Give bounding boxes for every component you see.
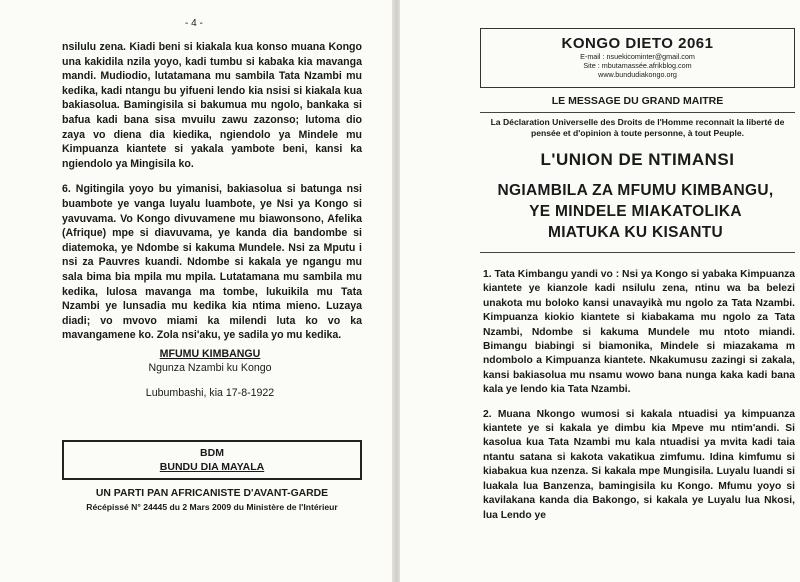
divider (480, 112, 795, 113)
bdm-box-line1: BDM (200, 447, 224, 459)
bdm-box-line2: BUNDU DIA MAYALA (159, 461, 265, 473)
header-web: www.bundudiakongo.org (598, 70, 677, 79)
left-paragraph: 6. Ngitingila yoyo bu yimanisi, bakiasolua si batunga nsi buambote ye vanga luyalu luambote, ye Nsi ya Kongo si yavuvama. Vo Kongo divuvamene mu biawonsono, Afelika (Afrique) mpe si diavuvama, ye kanda dia bandombe si diatemoka, ye Ndombe si kakuma Mundele. Nsi za Mputu i nsi za Pauvres kuandi. Ndombe si kakala ye ngangu mu sala bima bia mpila mu mpila. Lutatamana mu sambila mu kedika, lulosa mavanga ma tombe, lukuikila mu Tata Nzambi ye lunsadia mu kedika kia ntima mieno. Luzaya diadi; vo mvovo miami ka milendi luta ko vo ka mavangamene ko. Zola nsi'aku, ye sadila yo mu kedika. (62, 183, 362, 342)
right-paragraph: 1. Tata Kimbangu yandi vo : Nsi ya Kongo si yabaka Kimpuanza kiantete ye kianzole kadi nsilulu zena, ntinu wa ba belezi unakota mu boloko kansi unavayikà mu ngolo za Tata Nzambi. Kimpuanza kiokio kiantete si kiabakama mu ngolo za Tata Nzambi, Ndombe si kakuma Mundele mu ntoto miandi. Bimangu biabingi si biamonika, Mindele si miazakama m ndombolo a Kimpuanza kiantete. Nkakumusu zazingi si zakala, kansi bakiasolua mu nsamu wowo bana nunga kaka kadi bana kala ye lendo kia Tata Nzambi. (483, 269, 795, 396)
signature-place-date: Lubumbashi, kia 17-8-1922 (145, 387, 275, 399)
page-number: - 4 - (185, 18, 203, 29)
left-page (0, 0, 394, 582)
right-body-text (483, 268, 795, 533)
left-body-text (62, 40, 362, 354)
signature-subtitle: Ngunza Nzambi ku Kongo (148, 362, 272, 374)
header-title: KONGO DIETO 2061 (561, 35, 714, 52)
main-title-line: NGIAMBILA ZA MFUMU KIMBANGU, (497, 182, 774, 199)
party-line: UN PARTI PAN AFRICANISTE D'AVANT-GARDE (95, 488, 329, 499)
signature-name: MFUMU KIMBANGU (159, 348, 261, 360)
main-title (468, 180, 800, 243)
header-site: Site : mbutamassée.afrikblog.com (583, 61, 692, 70)
left-paragraph: nsilulu zena. Kiadi beni si kiakala kua konso muana Kongo una kakidila nzila yoyo, kadi tumbu si kabaka kia mavanga mandi. Mudiodio, lutatamana mu sambila Tata Nzambi mu kedika, kadi ntangu bu yifueni lendo kia nsisi si kiakala kua bakiasolua. Bamingisila si bakumua mu ngolo, bankaka si bafua kadi bana sisa mvuilu zawu zazonso; lutoma dio zaya vo diena dia kiedika, ngiendolo ya Mindele mu Kimpuanza kiantete si yakala yambote beni, kansi ka ngiendolo ya Mingisila ko. (62, 41, 362, 170)
main-title-line: YE MINDELE MIAKATOLIKA (529, 203, 742, 220)
header-email: E-mail : nsuekicominter@gmail.com (580, 52, 695, 61)
main-title-line: MIATUKA KU KISANTU (547, 224, 724, 241)
union-title: L'UNION DE NTIMANSI (540, 150, 735, 169)
bdm-box (62, 440, 362, 480)
declaration-text: La Déclaration Universelle des Droits de l'Homme reconnait la liberté de pensée et d'opinion à toute personne, à tout Peuple. (490, 117, 785, 138)
header-box (480, 28, 795, 88)
message-title: LE MESSAGE DU GRAND MAITRE (551, 95, 724, 107)
right-paragraph: 2. Muana Nkongo wumosi si kakala ntuadisi ya kimpuanza kiantete ye si kakala ye dimbu kia Mpeve mu ntim'andi. Si kasolua kua Tata Nzambi mu kala ntuadisi ya mvita kadi taia ntantu satana si kakota vakatikua zimfumu. Idina kimfumu si kiabakua kua nzenza. Si kakala mpe Mungisila. Luyalu luandi si luakala lua Banzenza, bamingisila ku Kongo. Mfumu yoyo si kavilakana kanda dia Bakongo, si kakala ye Luyalu lua Nkosi, lua Lendo ye (483, 408, 795, 521)
right-page (400, 0, 800, 582)
divider (480, 252, 795, 253)
receipt-line: Récépissé N° 24445 du 2 Mars 2009 du Ministère de l'Intérieur (86, 502, 338, 512)
